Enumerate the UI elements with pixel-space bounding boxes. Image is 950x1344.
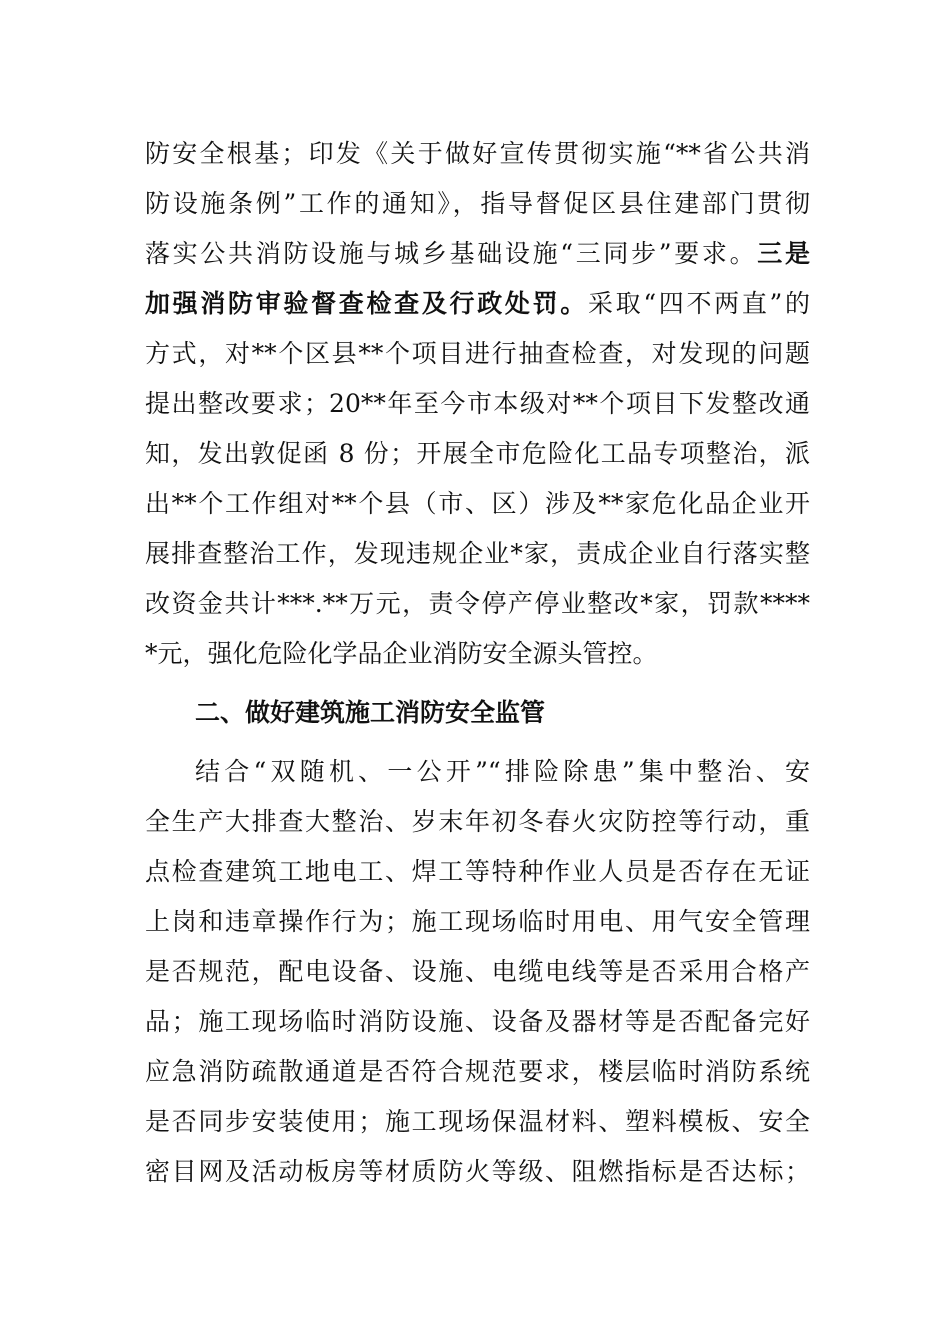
paragraph-line: 上岗和违章操作行为；施工现场临时用电、用气安全管理 <box>145 907 810 936</box>
paragraph-line: 出**个工作组对**个县（市、区）涉及**家危化品企业开 <box>145 489 810 518</box>
paragraph-line: 全生产大排查大整治、岁末年初冬春火灾防控等行动，重 <box>145 807 810 836</box>
bold-lead-text: 三是 <box>757 239 810 268</box>
paragraph-line: 展排查整治工作，发现违规企业*家，责成企业自行落实整 <box>145 539 810 568</box>
paragraph-line: 防安全根基；印发《关于做好宣传贯彻实施“**省公共消 <box>145 139 810 168</box>
paragraph-line: 方式，对**个区县**个项目进行抽查检查，对发现的问题 <box>145 339 810 368</box>
paragraph-line: 提出整改要求；20**年至今市本级对**个项目下发整改通 <box>145 389 810 418</box>
paragraph-text: 落实公共消防设施与城乡基础设施“三同步”要求。 <box>145 239 758 268</box>
paragraph-line: 改资金共计***.**万元，责令停产停业整改*家，罚款**** <box>145 589 810 618</box>
paragraph-line: 防设施条例”工作的通知》，指导督促区县住建部门贯彻 <box>145 189 810 218</box>
paragraph-line: 知，发出敦促函 8 份；开展全市危险化工品专项整治，派 <box>145 439 810 468</box>
paragraph-line: 是否规范，配电设备、设施、电缆电线等是否采用合格产 <box>145 957 810 986</box>
section-heading: 二、做好建筑施工消防安全监管 <box>195 698 546 727</box>
paragraph-line <box>145 234 810 274</box>
paragraph-line: 结合“双随机、一公开”“排险除患”集中整治、安 <box>195 757 810 786</box>
paragraph-line: 密目网及活动板房等材质防火等级、阻燃指标是否达标； <box>145 1157 810 1186</box>
paragraph-line: 是否同步安装使用；施工现场保温材料、塑料模板、安全 <box>145 1107 810 1136</box>
paragraph-line <box>145 284 810 324</box>
bold-lead-text: 加强消防审验督查检查及行政处罚。 <box>145 289 588 318</box>
paragraph-line: *元，强化危险化学品企业消防安全源头管控。 <box>145 639 658 668</box>
paragraph-line: 品；施工现场临时消防设施、设备及器材等是否配备完好 <box>145 1007 810 1036</box>
paragraph-line: 点检查建筑工地电工、焊工等特种作业人员是否存在无证 <box>145 857 810 886</box>
paragraph-line: 应急消防疏散通道是否符合规范要求，楼层临时消防系统 <box>145 1057 810 1086</box>
paragraph-text: 采取“四不两直”的 <box>587 289 810 318</box>
